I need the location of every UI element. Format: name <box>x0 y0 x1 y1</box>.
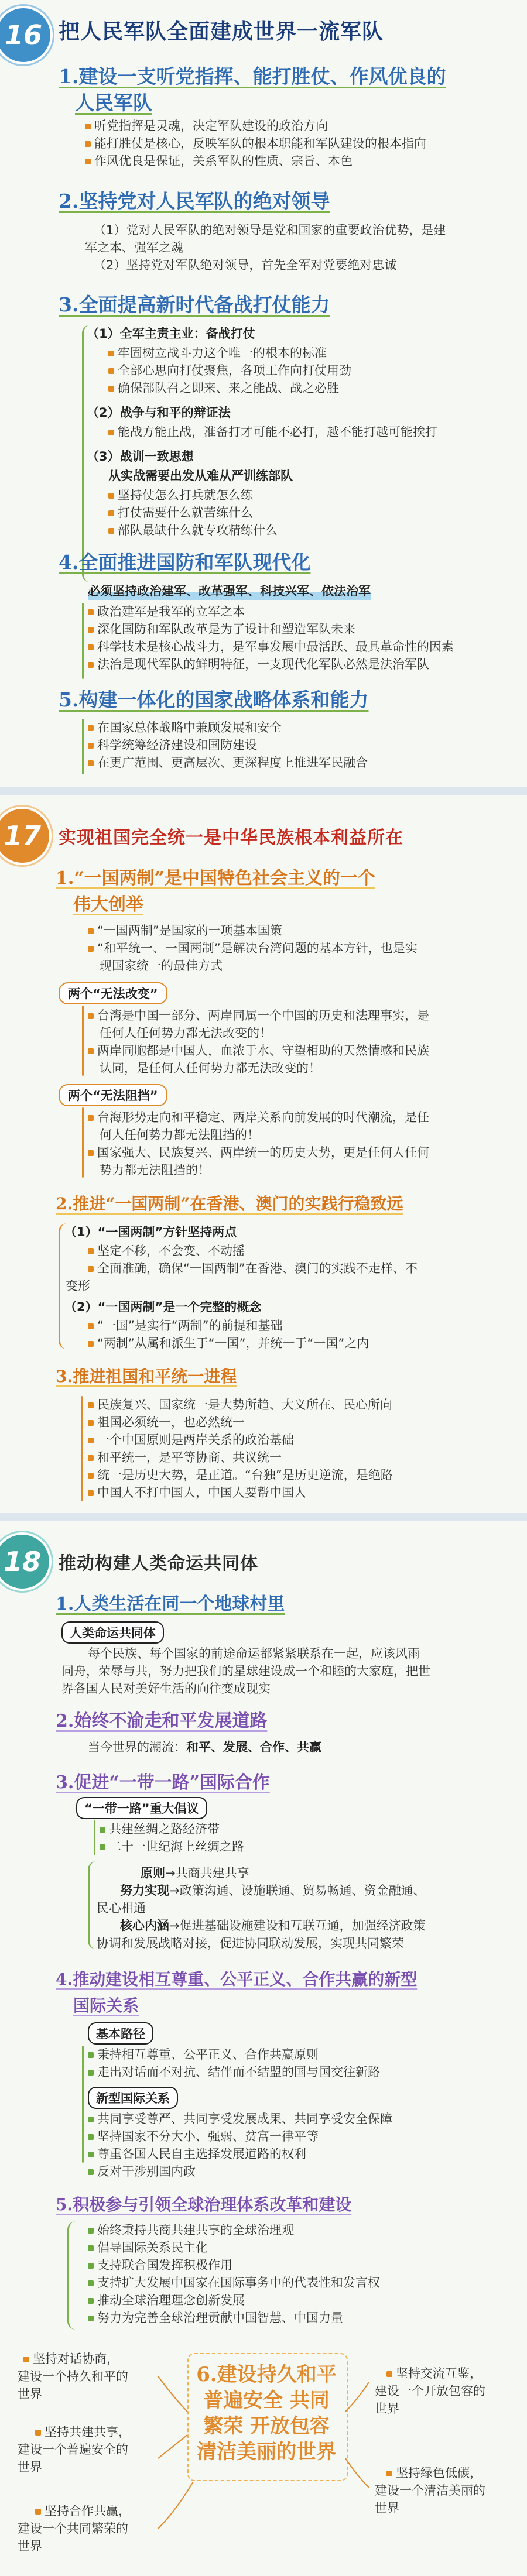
section-number-16: 16 <box>0 6 53 64</box>
list-item: 中国人不打中国人，中国人要帮中国人 <box>88 1484 306 1501</box>
list-item: 牢固树立战斗力这个唯一的根本的标准 <box>108 344 327 362</box>
list-item: 打仗需要什么就苦练什么 <box>108 504 253 522</box>
list-item: 深化国防和军队改革是为了设计和塑造军队未来 <box>88 620 355 638</box>
s18-sub6-left-2b: 建设一个普遍安全的 <box>18 2443 128 2457</box>
list-item: 秉持相互尊重、公平正义、合作共赢原则 <box>88 2046 319 2063</box>
s18-sub6-left-3c: 世界 <box>18 2539 42 2553</box>
list-item: “一国”是实行“两制”的前提和基础 <box>88 1317 283 1335</box>
list-item: 推动全球治理理念创新发展 <box>88 2292 245 2309</box>
s18-sub6-left-3: 坚持合作共赢， <box>35 2502 131 2520</box>
s16-sub3-h1: （1）全军主责主业：备战打仗 <box>87 327 255 341</box>
s16-sub1-title2: 人民军队 <box>75 91 152 114</box>
list-item: 两岸同胞都是中国人，血浓于水、守望相助的天然情感和民族 <box>88 1042 429 1059</box>
s17-sub3-title: 3.推进祖国和平统一进程 <box>56 1367 237 1386</box>
s16-sub4-lead: 必须坚持政治建军、改革强军、科技兴军、依法治军 <box>88 582 371 600</box>
list-item: 科学技术是核心战斗力，是军事发展中最活跃、最具革命性的因素 <box>88 638 454 656</box>
s18-core: 核心内涵→促进基础设施建设和互联互通，加强经济政策 <box>120 1919 426 1933</box>
list-item: 在国家总体战略中兼顾发展和安全 <box>88 719 282 736</box>
list-item: 任何人任何势力都无法改变的！ <box>100 1026 272 1040</box>
list-item: “和平统一、一国两制”是解决台湾问题的基本方针，也是实 <box>88 939 418 957</box>
s18-sub2-body: 当今世界的潮流：和平、发展、合作、共赢 <box>88 1740 321 1754</box>
s18-sub4-title: 4.推动建设相互尊重、公平正义、合作共赢的新型 <box>56 1970 418 1989</box>
list-item: 全面准确，确保“一国两制”在香港、澳门的实践不走样、不 <box>88 1260 418 1277</box>
paragraph-line: 每个民族、每个国家的前途命运都紧紧联系在一起，应该风雨 <box>88 1647 420 1661</box>
list-item: 始终秉持共商共建共享的全球治理观 <box>88 2221 294 2239</box>
list-item: 变形 <box>66 1279 90 1293</box>
list-item: 认同，是任何人任何势力都无法改变的！ <box>100 1061 321 1075</box>
s17-sub1-title2: 伟大创举 <box>73 894 143 915</box>
s18-sub6-left-2: 坚持共建共享， <box>35 2423 131 2441</box>
list-item: 何人任何势力都无法阻挡的！ <box>100 1128 259 1142</box>
list-item: 作风优良是保证，关系军队的性质、宗旨、本色 <box>85 152 353 170</box>
s18-sub3-title: 3.促进“一带一路”国际合作 <box>56 1772 270 1793</box>
list-item: 共同享受尊严、共同享受发展成果、共同享受安全保障 <box>88 2110 392 2128</box>
section-16 <box>0 0 527 896</box>
s17-sub2-title: 2.推进“一国两制”在香港、澳门的实践行稳致远 <box>56 1194 403 1213</box>
s18-sub1-title: 1.人类生活在同一个地球村里 <box>56 1594 285 1614</box>
list-item: 支持联合国发挥积极作用 <box>88 2256 232 2274</box>
s18-sub5-title: 5.积极参与引领全球治理体系改革和建设 <box>56 2195 352 2214</box>
section-title-17: 实现祖国完全统一是中华民族根本利益所在 <box>59 828 403 848</box>
s18-sub6-right-1b: 建设一个开放包容的 <box>375 2384 485 2398</box>
list-item: 倡导国际关系民主化 <box>88 2239 208 2256</box>
s18-effort: 努力实现→政策沟通、设施联通、贸易畅通、资金融通、 <box>120 1884 426 1898</box>
section-number-18: 18 <box>0 1532 52 1591</box>
section-18 <box>0 1528 527 2575</box>
list-item: 在更广范围、更高层次、更深程度上推进军民融合 <box>88 754 368 771</box>
list-item: 科学统筹经济建设和国防建设 <box>88 736 257 754</box>
list-item: 祖国必须统一，也必然统一 <box>88 1414 245 1431</box>
list-item: 确保部队召之即来、来之能战、战之必胜 <box>108 379 339 397</box>
list-item: “两制”从属和派生于“一国”，并统一于“一国”之内 <box>88 1335 369 1352</box>
s18-sub6-left-1c: 世界 <box>18 2387 42 2401</box>
list-item: （2）坚持党对军队绝对领导，首先全军对党要绝对忠诚 <box>94 258 397 272</box>
tag-two-unchangeable: 两个“无法改变” <box>59 982 167 1004</box>
section-title-16: 把人民军队全面建成世界一流军队 <box>59 19 384 44</box>
s16-sub3-h2: （2）战争与和平的辩证法 <box>87 406 231 420</box>
s18-core-cont: 协调和发展战略对接，促进协同联动发展，实现共同繁荣 <box>97 1936 404 1950</box>
divider <box>0 1513 527 1521</box>
s18-principle: 原则→共商共建共享 <box>141 1866 249 1880</box>
list-item: 军之本、强军之魂 <box>85 241 183 255</box>
s18-sub4-title2: 国际关系 <box>73 1996 139 2015</box>
paragraph-line: 同舟，荣辱与共，努力把我们的星球建设成一个和睦的大家庭，把世 <box>61 1664 430 1678</box>
list-item: 民族复兴、国家统一是大势所趋、大义所在、民心所向 <box>88 1396 392 1414</box>
list-item: 反对干涉别国内政 <box>88 2163 196 2180</box>
list-item: 走出对话而不对抗、结伴而不结盟的国与国交往新路 <box>88 2063 380 2081</box>
tag-basic-path: 基本路径 <box>88 2022 153 2045</box>
tag-two-unstoppable: 两个“无法阻挡” <box>59 1084 167 1106</box>
list-item: 一个中国原则是两岸关系的政治基础 <box>88 1431 294 1449</box>
paragraph-line: 界各国人民对美好生活的向往变成现实 <box>61 1682 271 1696</box>
list-item: 坚定不移，不会变、不动摇 <box>88 1242 245 1260</box>
tag-community: 人类命运共同体 <box>61 1621 164 1644</box>
list-item: 势力都无法阻挡的！ <box>100 1163 210 1177</box>
list-item: 现国家统一的最佳方式 <box>100 959 223 973</box>
tag-new-relations: 新型国际关系 <box>88 2087 178 2109</box>
s18-sub6-right-2c: 世界 <box>375 2501 399 2515</box>
list-item: 台海形势走向和平稳定、两岸关系向前发展的时代潮流，是任 <box>88 1109 429 1126</box>
list-item: 尊重各国人民自主选择发展道路的权利 <box>88 2145 306 2163</box>
s18-sub6-right-2: 坚持绿色低碳， <box>386 2464 482 2482</box>
s17-sub2-h1: （1）“一国两制”方针坚持两点 <box>64 1225 237 1239</box>
s16-sub3-h3-sub: 从实战需要出发从难从严训练部队 <box>108 469 293 483</box>
section-17 <box>0 802 527 1504</box>
s18-sub6-right-1c: 世界 <box>375 2402 399 2416</box>
s18-sub6-left-3b: 建设一个共同繁荣的 <box>18 2522 128 2536</box>
list-item: 坚持仗怎么打兵就怎么练 <box>108 486 253 504</box>
s16-sub5-title: 5.构建一体化的国家战略体系和能力 <box>59 688 369 711</box>
list-item: 能打胜仗是核心，反映军队的根本职能和军队建设的根本指向 <box>85 135 426 152</box>
list-item: 部队最缺什么就专攻精练什么 <box>108 522 278 539</box>
s17-sub1-title: 1.“一国两制”是中国特色社会主义的一个 <box>56 868 375 889</box>
divider <box>0 787 527 795</box>
s16-sub3-title: 3.全面提高新时代备战打仗能力 <box>59 293 330 316</box>
s18-sub6-center: 6.建设持久和平 普遍安全 共同 繁荣 开放包容 清洁美丽的世界 <box>196 2363 337 2464</box>
tag-belt-road: “一带一路”重大倡议 <box>76 1797 207 1819</box>
list-item: 政治建军是我军的立军之本 <box>88 603 245 620</box>
list-item: 努力为完善全球治理贡献中国智慧、中国力量 <box>88 2309 343 2327</box>
list-item: 国家强大、民族复兴、两岸统一的历史大势，更是任何人任何 <box>88 1144 429 1161</box>
section-number-17: 17 <box>0 807 52 865</box>
s18-sub6-left-1b: 建设一个持久和平的 <box>18 2369 128 2383</box>
s16-sub3-h3: （3）战训一致思想 <box>87 450 194 464</box>
list-item: （1）党对人民军队的绝对领导是党和国家的重要政治优势，是建 <box>94 223 446 237</box>
list-item: 台湾是中国一部分、两岸同属一个中国的历史和法理事实，是 <box>88 1007 429 1024</box>
s17-sub2-h2: （2）“一国两制”是一个完整的概念 <box>64 1300 262 1314</box>
s18-sub2-title: 2.始终不渝走和平发展道路 <box>56 1711 268 1731</box>
list-item: 二十一世纪海上丝绸之路 <box>100 1838 244 1855</box>
list-item: “一国两制”是国家的一项基本国策 <box>88 922 282 939</box>
section-title-18: 推动构建人类命运共同体 <box>59 1553 258 1574</box>
list-item: 共建丝绸之路经济带 <box>100 1820 220 1838</box>
list-item: 听党指挥是灵魂，决定军队建设的政治方向 <box>85 117 328 135</box>
s16-sub4-title: 4.全面推进国防和军队现代化 <box>59 551 311 574</box>
s18-effort-cont: 民心相通 <box>97 1901 146 1915</box>
list-item: 法治是现代军队的鲜明特征，一支现代化军队必然是法治军队 <box>88 656 429 673</box>
s18-sub6-right-1: 坚持交流互鉴， <box>386 2365 482 2382</box>
list-item: 和平统一，是平等协商、共议统一 <box>88 1449 282 1466</box>
s18-sub6-right-2b: 建设一个清洁美丽的 <box>375 2484 485 2498</box>
s18-sub6-left-1: 坚持对话协商， <box>23 2350 119 2368</box>
s18-sub6-left-2c: 世界 <box>18 2460 42 2474</box>
list-item: 全部心思向打仗聚焦，各项工作向打仗用劲 <box>108 362 351 379</box>
s16-sub2-title: 2.坚持党对人民军队的绝对领导 <box>59 190 330 212</box>
list-item: 统一是历史大势，是正道。“台独”是历史逆流，是绝路 <box>88 1466 393 1484</box>
list-item: 坚持国家不分大小、强弱、贫富一律平等 <box>88 2128 319 2145</box>
list-item: 能战方能止战，准备打才可能不必打，越不能打越可能挨打 <box>108 423 437 441</box>
s16-sub1-title: 1.建设一支听党指挥、能打胜仗、作风优良的 <box>59 65 446 88</box>
list-item: 支持扩大发展中国家在国际事务中的代表性和发言权 <box>88 2274 380 2292</box>
